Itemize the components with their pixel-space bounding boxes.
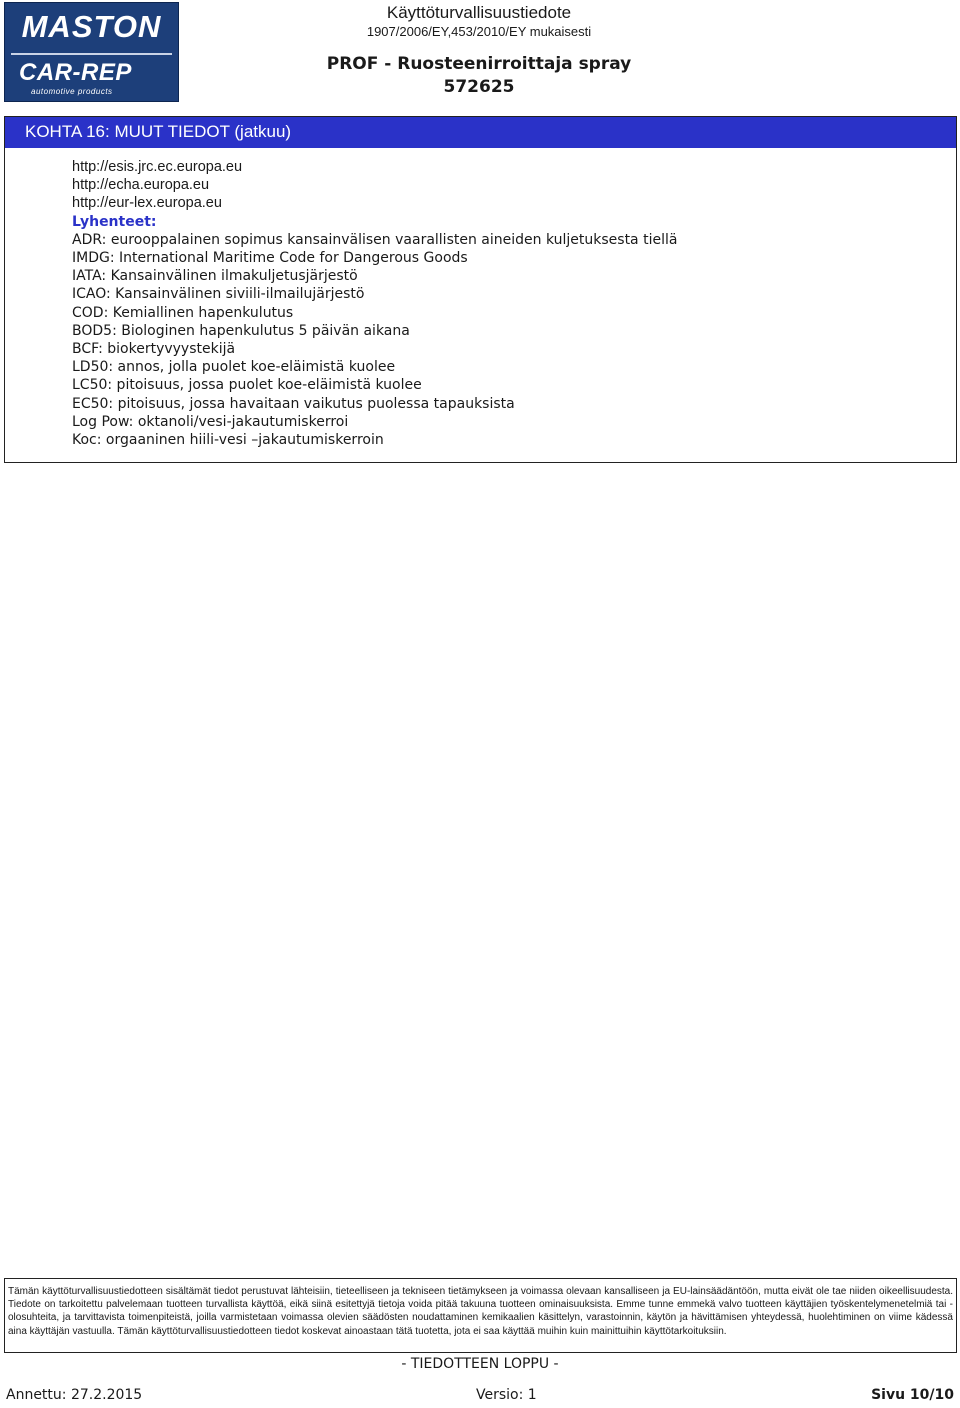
source-link-esis[interactable]: http://esis.jrc.ec.europa.eu [72,159,243,175]
abbreviation-item: LC50: pitoisuus, jossa puolet koe-eläimistä kuolee [72,377,422,394]
abbreviation-item: LD50: annos, jolla puolet koe-eläimistä kuolee [72,359,396,376]
abbreviation-item: BOD5: Biologinen hapenkulutus 5 päivän aikana [72,322,410,339]
abbreviation-item: IMDG: International Maritime Code for Dangerous Goods [72,250,468,267]
legal-disclaimer: Tämän käyttöturvallisuustiedotteen sisältämät tiedot perustuvat lähteisiin, tieteelliseen ja tekniseen tietämykseen ja voimassa olevaan kansalliseen ja EU-lainsäädäntöön, mutta eivät ole tae niiden oikeellisuudesta. Tiedote on tarkoitettu palvelemaan tuotteen turvallista käyttöä, eikä siinä esitettyjä tietoja voida pitää takuuna tuotteen ominaisuuksista. Emme tunne emmekä valvo tuotteen käyttäjien työskentelymenetelmiä tai -olosuhteita, ja tarvittavista toimenpiteistä, joilla varmistetaan voimassa olevien säädösten noudattaminen kemikaalien käsittelyn, varastoinnin, käytön ja hävittämisen yhteydessä, huolehtiminen on viime kädessä aina käyttäjän vastuulla. Tämän käyttöturvallisuustiedotteen tiedot koskevat ainoastaan tätä tuotetta, jota ei saa käyttää muihin kuin mainittuihin käyttötarkoituksiin. [4,1278,957,1353]
abbreviation-item: COD: Kemiallinen hapenkulutus [72,304,294,321]
logo-tagline: automotive products [31,87,113,96]
abbreviations-heading: Lyhenteet: [72,213,157,230]
section-title: KOHTA 16: MUUT TIEDOT (jatkuu) [25,122,292,141]
page-number: Sivu 10/10 [871,1387,954,1403]
source-link-eurlex[interactable]: http://eur-lex.europa.eu [72,195,222,212]
company-logo [4,2,179,102]
logo-sub-brand: CAR-REP [19,59,132,86]
product-name: PROF - Ruosteenirroittaja spray [326,54,632,74]
document-end-marker: - TIEDOTTEEN LOPPU - [401,1356,559,1372]
section-16-box [4,116,957,463]
abbreviation-item: EC50: pitoisuus, jossa havaitaan vaikutus puolessa tapauksista [72,395,515,412]
abbreviation-item: Koc: orgaaninen hiili-vesi –jakautumiskerroin [72,432,384,449]
logo-divider [11,53,172,55]
logo-brand: MASTON [21,9,162,44]
abbreviation-item: Log Pow: oktanoli/vesi-jakautumiskerroi [72,413,349,430]
source-link-echa[interactable]: http://echa.europa.eu [72,177,210,194]
product-code: 572625 [443,77,515,97]
abbreviation-item: ICAO: Kansainvälinen siviili-ilmailujärjestö [72,286,365,303]
section-content [72,158,677,449]
version-number: Versio: 1 [476,1387,537,1403]
document-title: Käyttöturvallisuustiedote [386,3,572,22]
section-header-bar [5,117,956,148]
regulation-reference: 1907/2006/EY,453/2010/EY mukaisesti [366,24,592,39]
abbreviation-item: ADR: eurooppalainen sopimus kansainvälisen vaarallisten aineiden kuljetuksesta tiellä [72,231,678,248]
abbreviation-item: IATA: Kansainvälinen ilmakuljetusjärjestö [72,268,358,285]
abbreviation-item: BCF: biokertyvyystekijä [72,341,236,358]
issue-date: Annettu: 27.2.2015 [6,1387,143,1403]
